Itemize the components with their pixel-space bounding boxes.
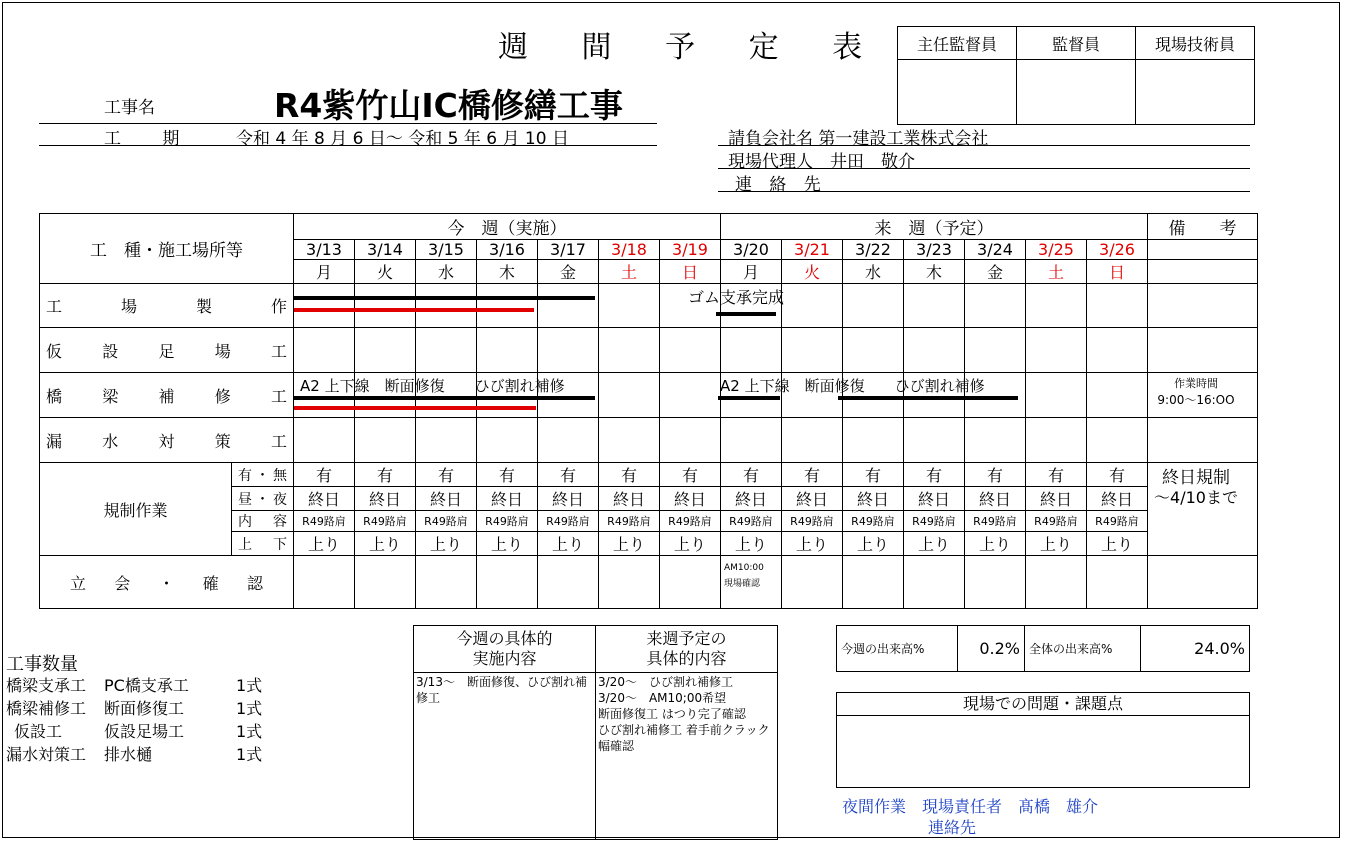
issues-box xyxy=(836,692,1250,788)
approval-table xyxy=(897,26,1255,125)
schedule-cell[interactable] xyxy=(1026,284,1087,328)
regulation-value: 有 xyxy=(660,463,721,487)
row-label-witness: 立会・確認 xyxy=(40,556,294,609)
schedule-cell[interactable] xyxy=(416,284,477,328)
regulation-value: R49路肩 xyxy=(1087,511,1148,532)
bridge-remark-2: 9:00～16:OO xyxy=(1157,393,1235,407)
next-week-detail-text: 3/20～ ひび割れ補修工 3/20～ AM10;00希望 断面修復工 はつり完了確認 ひび割れ補修工 着手前クラック幅確認 xyxy=(598,675,770,753)
schedule-cell[interactable] xyxy=(660,556,721,609)
this-week-detail-text: 3/13～ 断面修復、ひび割れ補修工 xyxy=(416,675,587,705)
witness-note-1: AM10:00 xyxy=(724,563,764,573)
quantity-work: PC橋支承工 xyxy=(104,676,189,695)
quantity-amount: 1式 xyxy=(236,676,263,695)
regulation-value: R49路肩 xyxy=(599,511,660,532)
detail-header-line: 実施内容 xyxy=(472,649,537,668)
regulation-value: 有 xyxy=(355,463,416,487)
regulation-value: 上り xyxy=(1087,532,1148,556)
day-of-week: 水 xyxy=(416,260,477,284)
next-week-detail-header xyxy=(596,626,778,673)
divider xyxy=(718,168,1250,169)
day-date: 3/20 xyxy=(721,240,782,260)
quantity-category: 橋梁支承工 xyxy=(6,676,87,695)
factory-actual-bar xyxy=(294,308,534,312)
schedule-cell[interactable] xyxy=(294,418,355,463)
row-label-leak: 漏水対策工 xyxy=(40,418,294,463)
regulation-value: 有 xyxy=(599,463,660,487)
next-week-detail xyxy=(596,673,778,840)
bridge-next-bar xyxy=(718,396,780,400)
approval-header: 主任監督員 xyxy=(898,27,1017,60)
schedule-cell[interactable] xyxy=(599,328,660,373)
day-date: 3/15 xyxy=(416,240,477,260)
row-label-bridge: 橋梁補修工 xyxy=(40,373,294,418)
schedule-cell[interactable] xyxy=(965,556,1026,609)
row-label-scaffold: 仮設足場工 xyxy=(40,328,294,373)
schedule-cell[interactable] xyxy=(660,373,721,418)
period-value: 令和 4 年 8 月 6 日～ 令和 5 年 6 月 10 日 xyxy=(236,129,569,149)
quantity-category: 橋梁補修工 xyxy=(6,699,87,718)
progress-table xyxy=(836,625,1250,672)
regulation-value: 終日 xyxy=(782,487,843,511)
schedule-cell[interactable] xyxy=(721,418,782,463)
schedule-cell[interactable] xyxy=(416,556,477,609)
day-date: 3/13 xyxy=(294,240,355,260)
bridge-next-bar xyxy=(838,396,1018,400)
regulation-value: 終日 xyxy=(904,487,965,511)
contractor-company: 請負会社名 第一建設工業株式会社 xyxy=(728,129,989,149)
regulation-value: 有 xyxy=(1026,463,1087,487)
schedule-cell[interactable] xyxy=(843,328,904,373)
schedule-cell[interactable] xyxy=(904,418,965,463)
next-week-header: 来 週（予定） xyxy=(721,214,1148,240)
day-date: 3/21 xyxy=(782,240,843,260)
regulation-value: 終日 xyxy=(660,487,721,511)
schedule-cell[interactable] xyxy=(416,328,477,373)
schedule-cell[interactable] xyxy=(294,328,355,373)
this-week-header: 今 週（実施） xyxy=(294,214,721,240)
day-of-week: 日 xyxy=(660,260,721,284)
day-of-week: 土 xyxy=(1026,260,1087,284)
remarks-cell[interactable] xyxy=(1148,556,1258,609)
quantity-work: 排水樋 xyxy=(104,745,153,764)
regulation-value: R49路肩 xyxy=(1026,511,1087,532)
this-week-detail-header xyxy=(414,626,596,673)
regulation-value: R49路肩 xyxy=(782,511,843,532)
regulation-value: 有 xyxy=(721,463,782,487)
schedule-cell[interactable] xyxy=(1087,328,1148,373)
approval-stamp-box[interactable] xyxy=(898,60,1017,125)
remarks-cell[interactable] xyxy=(1148,284,1258,328)
divider xyxy=(718,145,1250,146)
schedule-cell[interactable] xyxy=(782,418,843,463)
day-of-week: 日 xyxy=(1087,260,1148,284)
reg-remark-2: ～4/10まで xyxy=(1154,488,1238,507)
this-week-detail xyxy=(414,673,596,840)
regulation-value: 上り xyxy=(416,532,477,556)
regulation-value: 上り xyxy=(660,532,721,556)
regulation-value: 有 xyxy=(477,463,538,487)
regulation-value: 上り xyxy=(1026,532,1087,556)
quantities-title: 工事数量 xyxy=(6,654,78,675)
reg-sub-label: 有・無 xyxy=(232,463,294,487)
regulation-value: 有 xyxy=(538,463,599,487)
approval-header: 現場技術員 xyxy=(1136,27,1255,60)
project-name-label: 工事名 xyxy=(104,98,155,118)
regulation-value: 終日 xyxy=(1026,487,1087,511)
contractor-contact: 連 絡 先 xyxy=(735,175,827,195)
regulation-value: R49路肩 xyxy=(904,511,965,532)
witness-note-2: 現場確認 xyxy=(724,579,761,589)
night-contact-label: 連絡先 xyxy=(928,818,977,837)
schedule-cell[interactable] xyxy=(477,418,538,463)
regulation-value: 上り xyxy=(477,532,538,556)
divider xyxy=(718,191,1250,192)
schedule-cell[interactable] xyxy=(843,556,904,609)
regulation-value: R49路肩 xyxy=(660,511,721,532)
factory-note: ゴム支承完成 xyxy=(688,288,785,307)
reg-sub-label: 昼・夜 xyxy=(232,487,294,511)
day-of-week: 土 xyxy=(599,260,660,284)
schedule-cell[interactable] xyxy=(1026,328,1087,373)
schedule-cell[interactable] xyxy=(416,418,477,463)
schedule-cell[interactable] xyxy=(477,556,538,609)
schedule-cell[interactable] xyxy=(538,418,599,463)
schedule-cell[interactable] xyxy=(660,328,721,373)
bridge-plan-bar xyxy=(294,396,595,400)
bridge-actual-bar xyxy=(294,406,536,410)
regulation-value: R49路肩 xyxy=(294,511,355,532)
quantity-work: 断面修復工 xyxy=(104,699,185,718)
schedule-table xyxy=(39,213,1258,609)
schedule-cell[interactable] xyxy=(721,328,782,373)
bridge-note-next: A2 上下線 断面修復 ひび割れ補修 xyxy=(720,377,985,395)
regulation-value: 有 xyxy=(1087,463,1148,487)
day-date: 3/24 xyxy=(965,240,1026,260)
remarks-cell xyxy=(1148,240,1258,260)
schedule-cell[interactable] xyxy=(904,556,965,609)
regulation-value: 上り xyxy=(904,532,965,556)
schedule-cell[interactable] xyxy=(904,284,965,328)
regulation-value: 終日 xyxy=(1087,487,1148,511)
day-of-week: 火 xyxy=(355,260,416,284)
schedule-cell[interactable] xyxy=(294,556,355,609)
schedule-cell[interactable] xyxy=(355,418,416,463)
day-date: 3/16 xyxy=(477,240,538,260)
schedule-cell[interactable] xyxy=(1026,373,1087,418)
regulation-value: 上り xyxy=(599,532,660,556)
schedule-cell[interactable] xyxy=(355,556,416,609)
regulation-value: 終日 xyxy=(965,487,1026,511)
regulation-value: 終日 xyxy=(477,487,538,511)
quantity-work: 仮設足場工 xyxy=(104,722,185,741)
schedule-cell[interactable] xyxy=(599,284,660,328)
schedule-cell[interactable] xyxy=(477,328,538,373)
quantity-amount: 1式 xyxy=(236,699,263,718)
detail-table xyxy=(413,625,778,840)
divider xyxy=(39,145,657,146)
regulation-value: 有 xyxy=(904,463,965,487)
regulation-value: 上り xyxy=(355,532,416,556)
approval-header: 監督員 xyxy=(1017,27,1136,60)
schedule-cell[interactable] xyxy=(355,284,416,328)
remarks-cell[interactable] xyxy=(1148,328,1258,373)
total-progress-value: 24.0% xyxy=(1141,626,1250,672)
schedule-cell[interactable] xyxy=(843,418,904,463)
regulation-value: 終日 xyxy=(294,487,355,511)
regulation-value: 上り xyxy=(965,532,1026,556)
week-progress-label: 今週の出来高% xyxy=(837,626,958,672)
factory-plan-bar xyxy=(294,296,595,300)
regulation-value: 有 xyxy=(965,463,1026,487)
week-progress-value: 0.2% xyxy=(958,626,1025,672)
remarks-cell[interactable] xyxy=(1148,418,1258,463)
quantity-category: 漏水対策工 xyxy=(6,745,87,764)
schedule-cell[interactable] xyxy=(355,328,416,373)
bridge-note-this: A2 上下線 断面修復 ひび割れ補修 xyxy=(300,377,565,395)
schedule-cell[interactable] xyxy=(1026,556,1087,609)
regulation-value: 終日 xyxy=(355,487,416,511)
factory-next-bar xyxy=(716,312,776,316)
regulation-value: R49路肩 xyxy=(721,511,782,532)
schedule-cell[interactable] xyxy=(904,328,965,373)
schedule-cell[interactable] xyxy=(1087,373,1148,418)
day-date: 3/26 xyxy=(1087,240,1148,260)
day-of-week: 水 xyxy=(843,260,904,284)
day-date: 3/18 xyxy=(599,240,660,260)
regulation-value: 上り xyxy=(843,532,904,556)
issues-title: 現場での問題・課題点 xyxy=(837,693,1249,716)
item-header: 工 種・施工場所等 xyxy=(40,214,294,284)
schedule-cell[interactable] xyxy=(965,418,1026,463)
day-of-week: 木 xyxy=(477,260,538,284)
schedule-cell[interactable] xyxy=(782,284,843,328)
row-label-factory: 工場製作 xyxy=(40,284,294,328)
regulation-value: 終日 xyxy=(843,487,904,511)
row-label-regulation: 規制作業 xyxy=(40,463,232,556)
quantity-amount: 1式 xyxy=(236,722,263,741)
day-date: 3/22 xyxy=(843,240,904,260)
period-label: 工 期 xyxy=(104,129,198,149)
regulation-value: R49路肩 xyxy=(355,511,416,532)
regulation-value: 上り xyxy=(721,532,782,556)
regulation-value: 上り xyxy=(538,532,599,556)
regulation-value: 有 xyxy=(294,463,355,487)
schedule-cell[interactable] xyxy=(782,556,843,609)
schedule-cell[interactable] xyxy=(1087,418,1148,463)
regulation-value: 有 xyxy=(416,463,477,487)
schedule-cell[interactable] xyxy=(294,284,355,328)
night-contact: 夜間作業 現場責任者 髙橋 雄介 xyxy=(842,797,1099,816)
remarks-cell xyxy=(1148,260,1258,284)
day-date: 3/25 xyxy=(1026,240,1087,260)
regulation-value: 有 xyxy=(843,463,904,487)
schedule-cell[interactable] xyxy=(538,284,599,328)
schedule-cell[interactable] xyxy=(599,418,660,463)
day-of-week: 木 xyxy=(904,260,965,284)
schedule-cell[interactable] xyxy=(599,556,660,609)
regulation-value: R49路肩 xyxy=(538,511,599,532)
regulation-value: R49路肩 xyxy=(843,511,904,532)
remarks-header: 備 考 xyxy=(1148,214,1258,240)
approval-stamp-box[interactable] xyxy=(1136,60,1255,125)
day-of-week: 金 xyxy=(538,260,599,284)
bridge-remark-1: 作業時間 xyxy=(1174,377,1218,390)
day-of-week: 月 xyxy=(721,260,782,284)
schedule-cell[interactable] xyxy=(660,418,721,463)
regulation-value: R49路肩 xyxy=(965,511,1026,532)
page-title: 週 間 予 定 表 xyxy=(498,30,885,65)
regulation-value: 終日 xyxy=(416,487,477,511)
regulation-value: 終日 xyxy=(538,487,599,511)
reg-remark-1: 終日規制 xyxy=(1162,468,1230,488)
schedule-cell[interactable] xyxy=(477,284,538,328)
project-name: R4紫竹山IC橋修繕工事 xyxy=(274,86,623,125)
detail-header-line: 具体的内容 xyxy=(646,649,727,668)
day-of-week: 月 xyxy=(294,260,355,284)
schedule-cell[interactable] xyxy=(1087,284,1148,328)
schedule-cell[interactable] xyxy=(599,373,660,418)
regulation-value: 有 xyxy=(782,463,843,487)
regulation-value: 終日 xyxy=(599,487,660,511)
day-date: 3/17 xyxy=(538,240,599,260)
approval-stamp-box[interactable] xyxy=(1017,60,1136,125)
total-progress-label: 全体の出来高% xyxy=(1025,626,1141,672)
schedule-cell[interactable] xyxy=(1087,556,1148,609)
contractor-agent: 現場代理人 井田 敬介 xyxy=(728,152,915,172)
day-of-week: 金 xyxy=(965,260,1026,284)
schedule-cell[interactable] xyxy=(782,328,843,373)
schedule-cell[interactable] xyxy=(965,284,1026,328)
regulation-value: R49路肩 xyxy=(416,511,477,532)
regulation-value: 上り xyxy=(782,532,843,556)
schedule-cell[interactable] xyxy=(843,284,904,328)
schedule-cell[interactable] xyxy=(965,328,1026,373)
regulation-value: R49路肩 xyxy=(477,511,538,532)
quantity-category: 仮設工 xyxy=(14,722,63,741)
regulation-value: 終日 xyxy=(721,487,782,511)
schedule-cell[interactable] xyxy=(1026,418,1087,463)
detail-header-line: 今週の具体的 xyxy=(456,629,553,648)
schedule-cell[interactable] xyxy=(538,556,599,609)
reg-sub-label: 内 容 xyxy=(232,511,294,532)
day-date: 3/14 xyxy=(355,240,416,260)
day-date: 3/19 xyxy=(660,240,721,260)
reg-sub-label: 上 下 xyxy=(232,532,294,556)
quantity-amount: 1式 xyxy=(236,745,263,764)
day-of-week: 火 xyxy=(782,260,843,284)
regulation-value: 上り xyxy=(294,532,355,556)
detail-header-line: 来週予定の xyxy=(646,629,727,648)
schedule-cell[interactable] xyxy=(538,328,599,373)
day-date: 3/23 xyxy=(904,240,965,260)
